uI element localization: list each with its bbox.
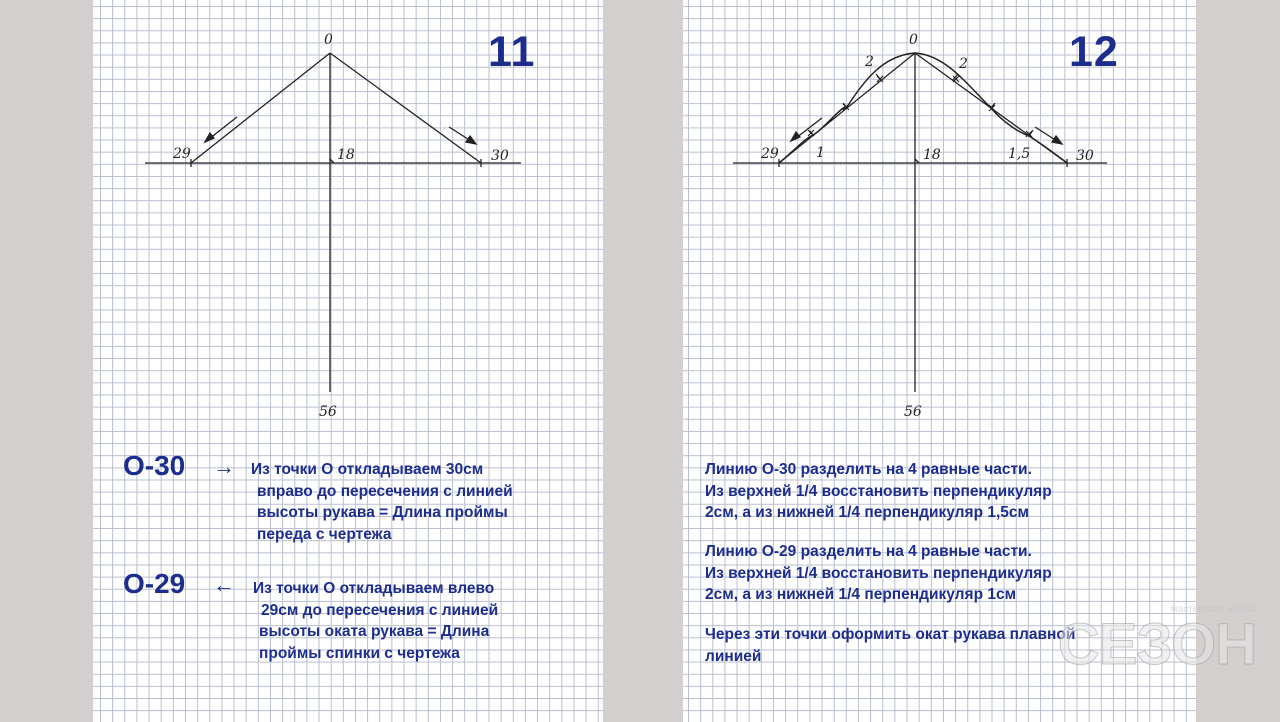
o29-label: О-29	[123, 568, 186, 599]
point-30-label: 30	[491, 148, 509, 164]
sleeve-drawing-cap	[683, 0, 1196, 440]
perpendicular-marks	[808, 74, 1033, 137]
sleeve-drawing-basic	[93, 0, 603, 440]
point-30-label: 30	[1076, 148, 1094, 164]
watermark-tagline: мастерская шитья	[1170, 604, 1256, 615]
o30-description: Из точки О откладываем 30см вправо до пересечения с линией высоты рукава = Длина проймы переда с чертежа	[251, 461, 513, 543]
arrow-right-icon: →	[213, 454, 235, 479]
instruction-curve: Через эти точки оформить окат рукава плавной линией	[705, 626, 1076, 665]
point-56-label: 56	[319, 404, 337, 420]
direction-arrow-right	[1035, 127, 1062, 144]
mark-upper-right: 2	[959, 56, 968, 72]
point-o-label: 0	[909, 32, 918, 48]
instruction-o29: Линию О-29 разделить на 4 равные части. Из верхней 1/4 восстановить перпендикуляр 2см, а из нижней 1/4 перпендикуляр 1см	[705, 543, 1052, 603]
watermark-brand: СЕЗОН	[1057, 612, 1256, 677]
step-number: 12	[1069, 28, 1119, 76]
point-29-label: 29	[761, 146, 779, 162]
o29-description: Из точки О откладываем влево 29см до пересечения с линией высоты оката рукава = Длина проймы спинки с чертежа	[253, 580, 499, 662]
instruction-o30: Линию О-30 разделить на 4 равные части. Из верхней 1/4 восстановить перпендикуляр 2см, а из нижней 1/4 перпендикуляр 1,5см	[705, 461, 1052, 521]
direction-arrow-left	[791, 118, 822, 141]
mark-lower-left: 1	[816, 145, 825, 161]
mark-lower-right: 1,5	[1008, 146, 1031, 162]
o30-label: О-30	[123, 450, 186, 481]
direction-arrow-left	[205, 117, 237, 142]
watermark-logo	[1058, 604, 1256, 675]
point-o-label: 0	[324, 32, 333, 48]
arrow-left-icon: ←	[213, 572, 235, 597]
point-18-label: 18	[337, 147, 355, 163]
point-29-label: 29	[173, 146, 191, 162]
step-number: 11	[488, 28, 536, 76]
page-left	[93, 0, 603, 722]
mark-upper-left: 2	[865, 54, 874, 70]
point-56-label: 56	[904, 404, 922, 420]
point-18-label: 18	[923, 147, 941, 163]
line-o-29	[191, 53, 330, 163]
direction-arrow-right	[449, 127, 476, 144]
